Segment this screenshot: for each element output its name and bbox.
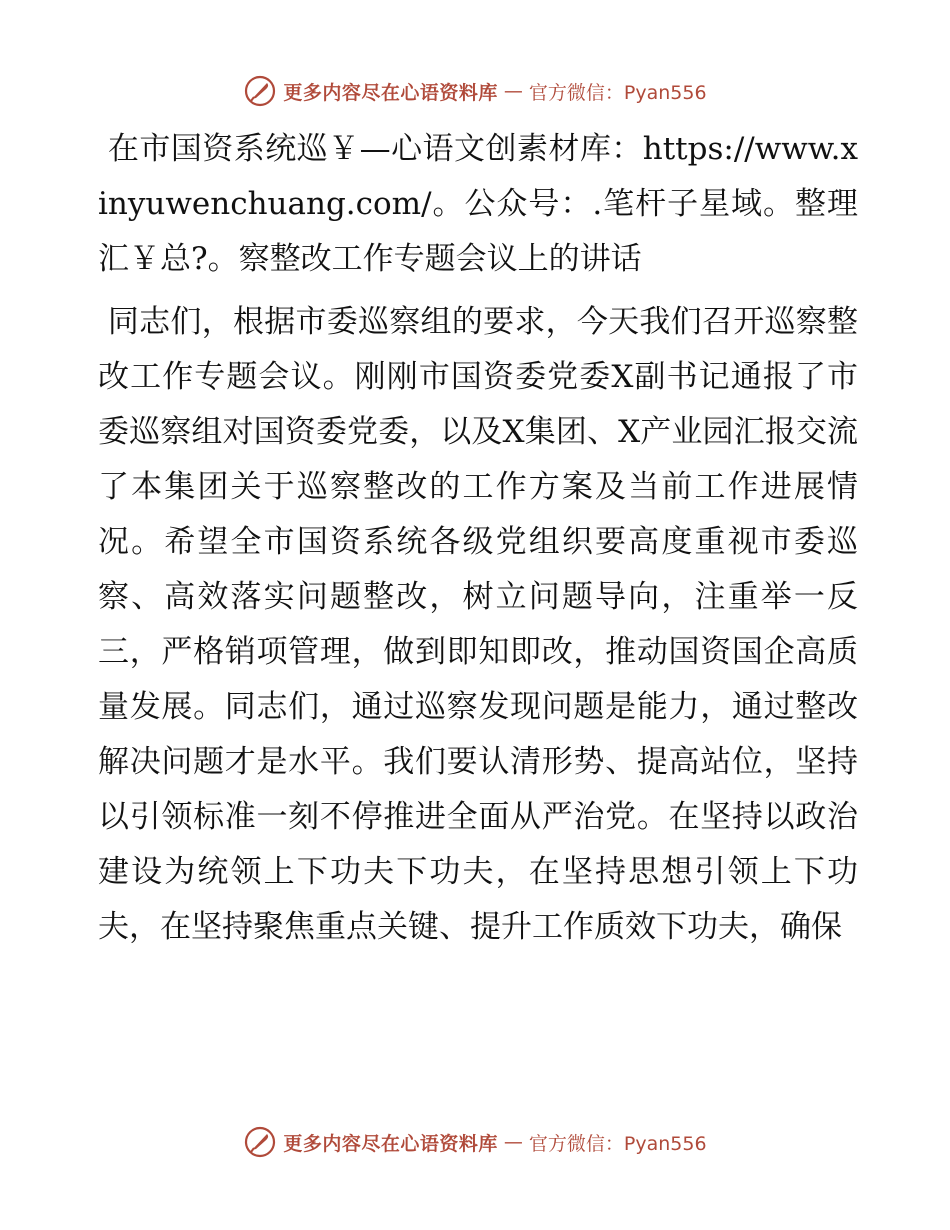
quill-pen-logo-icon xyxy=(243,74,277,108)
watermark-wechat-text: 官方微信：Pyan556 xyxy=(528,1132,707,1155)
watermark-library-text: 更多内容尽在心语资料库 xyxy=(283,1132,498,1155)
speech-paragraph: 同志们，根据市委巡察组的要求，今天我们召开巡察整改工作专题会议。刚刚市国资委党委X副书记通报了市委巡察组对国资委党委，以及X集团、X产业园汇报交流了本集团关于巡察整改的工作方案及当前工作进展情况。希望全市国资系统各级党组织要高度重视市委巡察、高效落实问题整改，树立问题导向，注重举一反三，严格销项管理，做到即知即改，推动国资国企高质量发展。同志们，通过巡察发现问题是能力，通过整改解决问题才是水平。我们要认清形势、提高站位，坚持以引领标准一刻不停推进全面从严治党。在坚持以政治建设为统领上下功夫下功夫，在坚持思想引领上下功夫，在坚持聚焦重点关键、提升工作质效下功夫，确保 xyxy=(98,304,858,945)
watermark-wechat-text: 官方微信：Pyan556 xyxy=(528,81,707,104)
footer-watermark xyxy=(0,1120,950,1164)
watermark-library-text: 更多内容尽在心语资料库 xyxy=(283,81,498,104)
title-paragraph: 在市国资系统巡￥—心语文创素材库：https://www.xinyuwenchuang.com/。公众号：.笔杆子星域。整理汇￥总?。察整改工作专题会议上的讲话 xyxy=(98,131,858,277)
document-body xyxy=(98,122,858,955)
quill-pen-logo-icon xyxy=(243,1125,277,1159)
header-watermark xyxy=(0,69,950,113)
watermark-dash: — xyxy=(503,80,523,102)
watermark-dash: — xyxy=(503,1131,523,1153)
